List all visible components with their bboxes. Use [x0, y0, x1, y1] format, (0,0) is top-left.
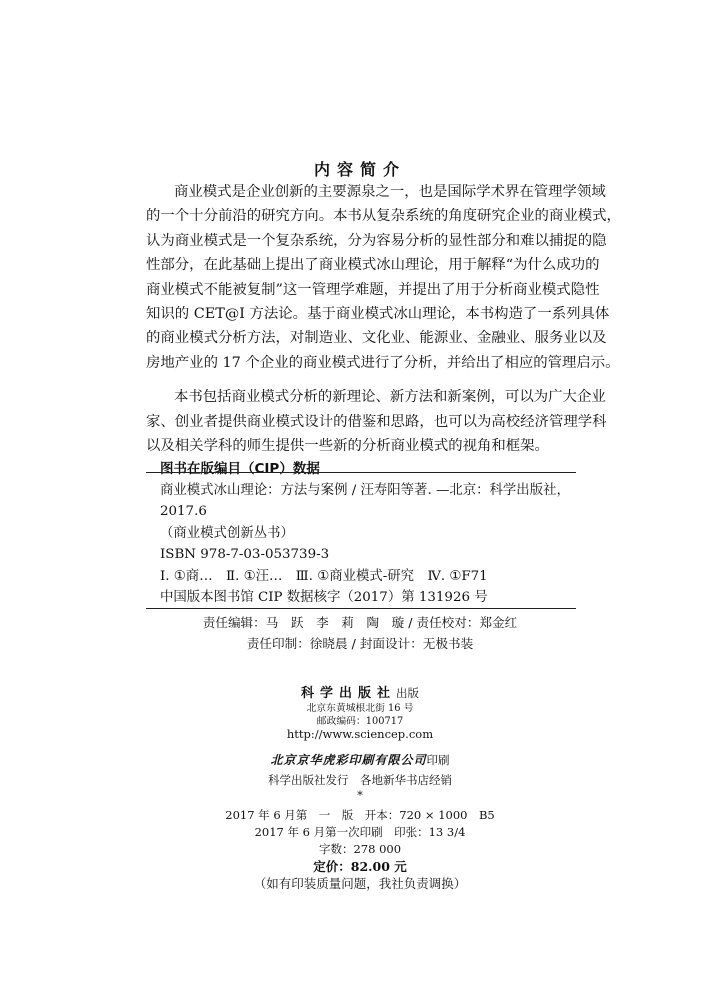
cip-line: Ⅰ. ①商… Ⅱ. ①汪… Ⅲ. ①商业模式-研究 Ⅳ. ①F71	[160, 568, 488, 584]
printer-suffix: 印刷	[426, 753, 450, 767]
cip-line: 商业模式冰山理论：方法与案例 / 汪寿阳等著. —北京：科学出版社，	[160, 483, 570, 498]
edition-line: 2017 年 6 月第 一 版 开本：720 × 1000 B5	[225, 808, 495, 822]
publisher-url: http://www.sciencep.com	[286, 727, 434, 741]
printing-line: 2017 年 6 月第一次印刷 印张：13 3/4	[254, 825, 466, 839]
summary-line: 的一个十分前沿的研究方向。本书从复杂系统的角度研究企业的商业模式，	[146, 208, 621, 225]
publisher-address: 北京东黄城根北街 16 号	[306, 703, 414, 714]
cip-line: 2017.6	[160, 504, 207, 520]
cip-line: ISBN 978-7-03-053739-3	[160, 547, 330, 563]
summary-line: 性部分，在此基础上提出了商业模式冰山理论，用于解释“为什么成功的	[146, 257, 600, 274]
publisher-line	[0, 682, 720, 701]
cip-record	[160, 480, 580, 608]
editor-credits: 责任编辑：马 跃 李 莉 陶 璇 / 责任校对：郑金红	[202, 615, 518, 630]
cip-divider-bottom	[146, 608, 576, 609]
summary-title: 内容简介	[313, 160, 406, 179]
summary-text	[146, 180, 621, 458]
production-credits: 责任印制：徐晓晨 / 封面设计：无极书装	[246, 636, 474, 651]
cip-line: （商业模式创新丛书）	[160, 525, 294, 541]
summary-line: 房地产业的 17 个企业的商业模式进行了分析，并给出了相应的管理启示。	[146, 354, 620, 371]
summary-line: 的商业模式分析方法，对制造业、文化业、能源业、金融业、服务业以及	[146, 330, 607, 347]
summary-line: 知识的 CET@I 方法论。基于商业模式冰山理论，本书构造了一系列具体	[146, 305, 610, 322]
publisher-name: 科学出版社	[300, 686, 396, 701]
separator-star: *	[357, 788, 363, 802]
cip-title: 图书在版编目（CIP）数据	[160, 461, 320, 477]
summary-line: 商业模式不能被复制”这一管理学难题，并提出了用于分析商业模式隐性	[146, 281, 600, 298]
summary-line: 以及相关学科的师生提供一些新的分析商业模式的视角和框架。	[146, 437, 549, 454]
summary-line: 家、创业者提供商业模式设计的借鉴和思路，也可以为高校经济管理学科	[146, 413, 607, 430]
printer-line	[0, 749, 720, 768]
price: 定价：82.00 元	[313, 859, 407, 874]
printer-name: 北京京华虎彩印刷有限公司	[270, 753, 427, 767]
cip-line: 中国版本图书馆 CIP 数据核字（2017）第 131926 号	[160, 589, 488, 605]
quality-notice: （如有印装质量问题，我社负责调换）	[253, 876, 467, 891]
cip-divider-top	[146, 472, 576, 473]
summary-line: 本书包括商业模式分析的新理论、新方法和新案例，可以为广大企业	[174, 389, 606, 406]
publisher-postcode: 邮政编码：100717	[316, 716, 404, 727]
word-count: 字数：278 000	[318, 842, 402, 856]
summary-line: 商业模式是企业创新的主要源泉之一，也是国际学术界在管理学领域	[174, 184, 606, 200]
distribution-line: 科学出版社发行 各地新华书店经销	[268, 773, 452, 787]
summary-line: 认为商业模式是一个复杂系统，分为容易分析的显性部分和难以捕捉的隐	[146, 232, 607, 249]
publisher-suffix: 出版	[396, 686, 419, 700]
